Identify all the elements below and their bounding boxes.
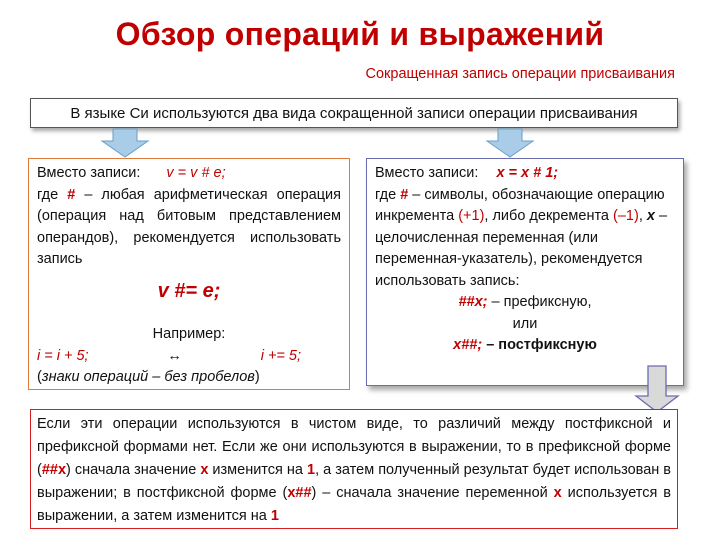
left-example-short: i += 5; — [260, 347, 301, 364]
left-example-line — [37, 346, 341, 368]
right-intro-line — [375, 163, 675, 185]
right-postfix-text: – постфиксную — [482, 337, 597, 353]
left-note-open: ( — [37, 369, 42, 385]
right-where-mid1: – символы, обозначающие операцию инкремента — [375, 186, 665, 224]
left-intro-formula: v = v # e; — [166, 165, 226, 181]
right-where-text — [375, 185, 675, 293]
page-title: Обзор операций и выражений — [115, 16, 605, 52]
right-where-mid2: , либо декремента — [484, 208, 614, 224]
intro-box — [30, 98, 678, 128]
right-hash-symbol: # — [400, 186, 409, 203]
left-example-long: i = i + 5; — [37, 347, 89, 364]
left-where-rest: – любая арифметическая операция (операция над битовым представлением операндов), рекомендуется использовать запись — [37, 186, 341, 267]
summary-text-4: , а затем полученный результат будет использован в выражении; в постфиксной форме ( — [37, 462, 672, 501]
intro-text: В языке Си используются два вида сокращенной записи операции присваивания — [70, 104, 638, 122]
summary-box — [30, 409, 678, 529]
left-note — [37, 367, 341, 389]
left-intro-label: Вместо записи: — [37, 165, 141, 181]
summary-text-3: изменится на — [208, 462, 308, 478]
right-plus-one: (+1) — [458, 208, 485, 224]
summary-text-1: Если эти операции используются в чистом виде, то различий между постфиксной и префиксной формами нет. Если же они используются в выражении, то в префиксной форме ( — [37, 416, 671, 478]
summary-code-x2: x — [553, 485, 562, 501]
summary-code-prefix: ##x — [41, 462, 67, 478]
right-where-rest: – целочисленная переменная (или переменная-указатель), рекомендуется использовать запись: — [375, 208, 668, 289]
right-postfix-line — [375, 335, 675, 357]
right-intro-formula: x = x # 1; — [496, 165, 559, 181]
right-prefix-line — [375, 292, 675, 314]
summary-text-2: ) сначала значение — [66, 462, 201, 478]
arrow-down-left-icon — [100, 129, 150, 159]
left-short-formula: v #= e; — [157, 279, 221, 302]
left-where-text — [37, 185, 341, 271]
right-prefix-code: ##x; — [458, 294, 488, 310]
summary-text-6: используется в выражении, а затем изменится на — [37, 485, 671, 524]
left-note-close: ) — [254, 369, 260, 385]
right-postfix-code: x##; — [453, 337, 483, 353]
left-intro-line — [37, 163, 341, 185]
left-example-label: Например: — [152, 326, 226, 342]
equivalence-icon: ↔ — [167, 347, 182, 364]
summary-code-x1: x — [200, 462, 209, 478]
summary-code-postfix: x## — [287, 485, 312, 501]
summary-code-one2: 1 — [270, 508, 279, 524]
right-where-prefix: где — [375, 186, 397, 203]
right-or-line: или — [512, 315, 538, 332]
left-note-text: знаки операций – без пробелов — [41, 369, 255, 385]
arrow-down-right-icon — [485, 129, 535, 159]
right-prefix-text: – префиксную, — [487, 294, 592, 310]
right-card — [366, 158, 684, 386]
right-intro-label: Вместо записи: — [375, 165, 479, 181]
page-subtitle: Сокращенная запись операции присваивания — [365, 66, 675, 82]
left-hash-symbol: # — [67, 186, 76, 203]
left-where-prefix: где — [37, 186, 59, 203]
right-x-var: x — [646, 208, 655, 224]
right-minus-one: (–1) — [613, 208, 639, 224]
summary-text-5: ) – сначала значение переменной — [311, 485, 554, 501]
summary-code-one1: 1 — [307, 462, 316, 478]
left-card — [28, 158, 350, 390]
right-where-mid3: , — [638, 208, 647, 224]
